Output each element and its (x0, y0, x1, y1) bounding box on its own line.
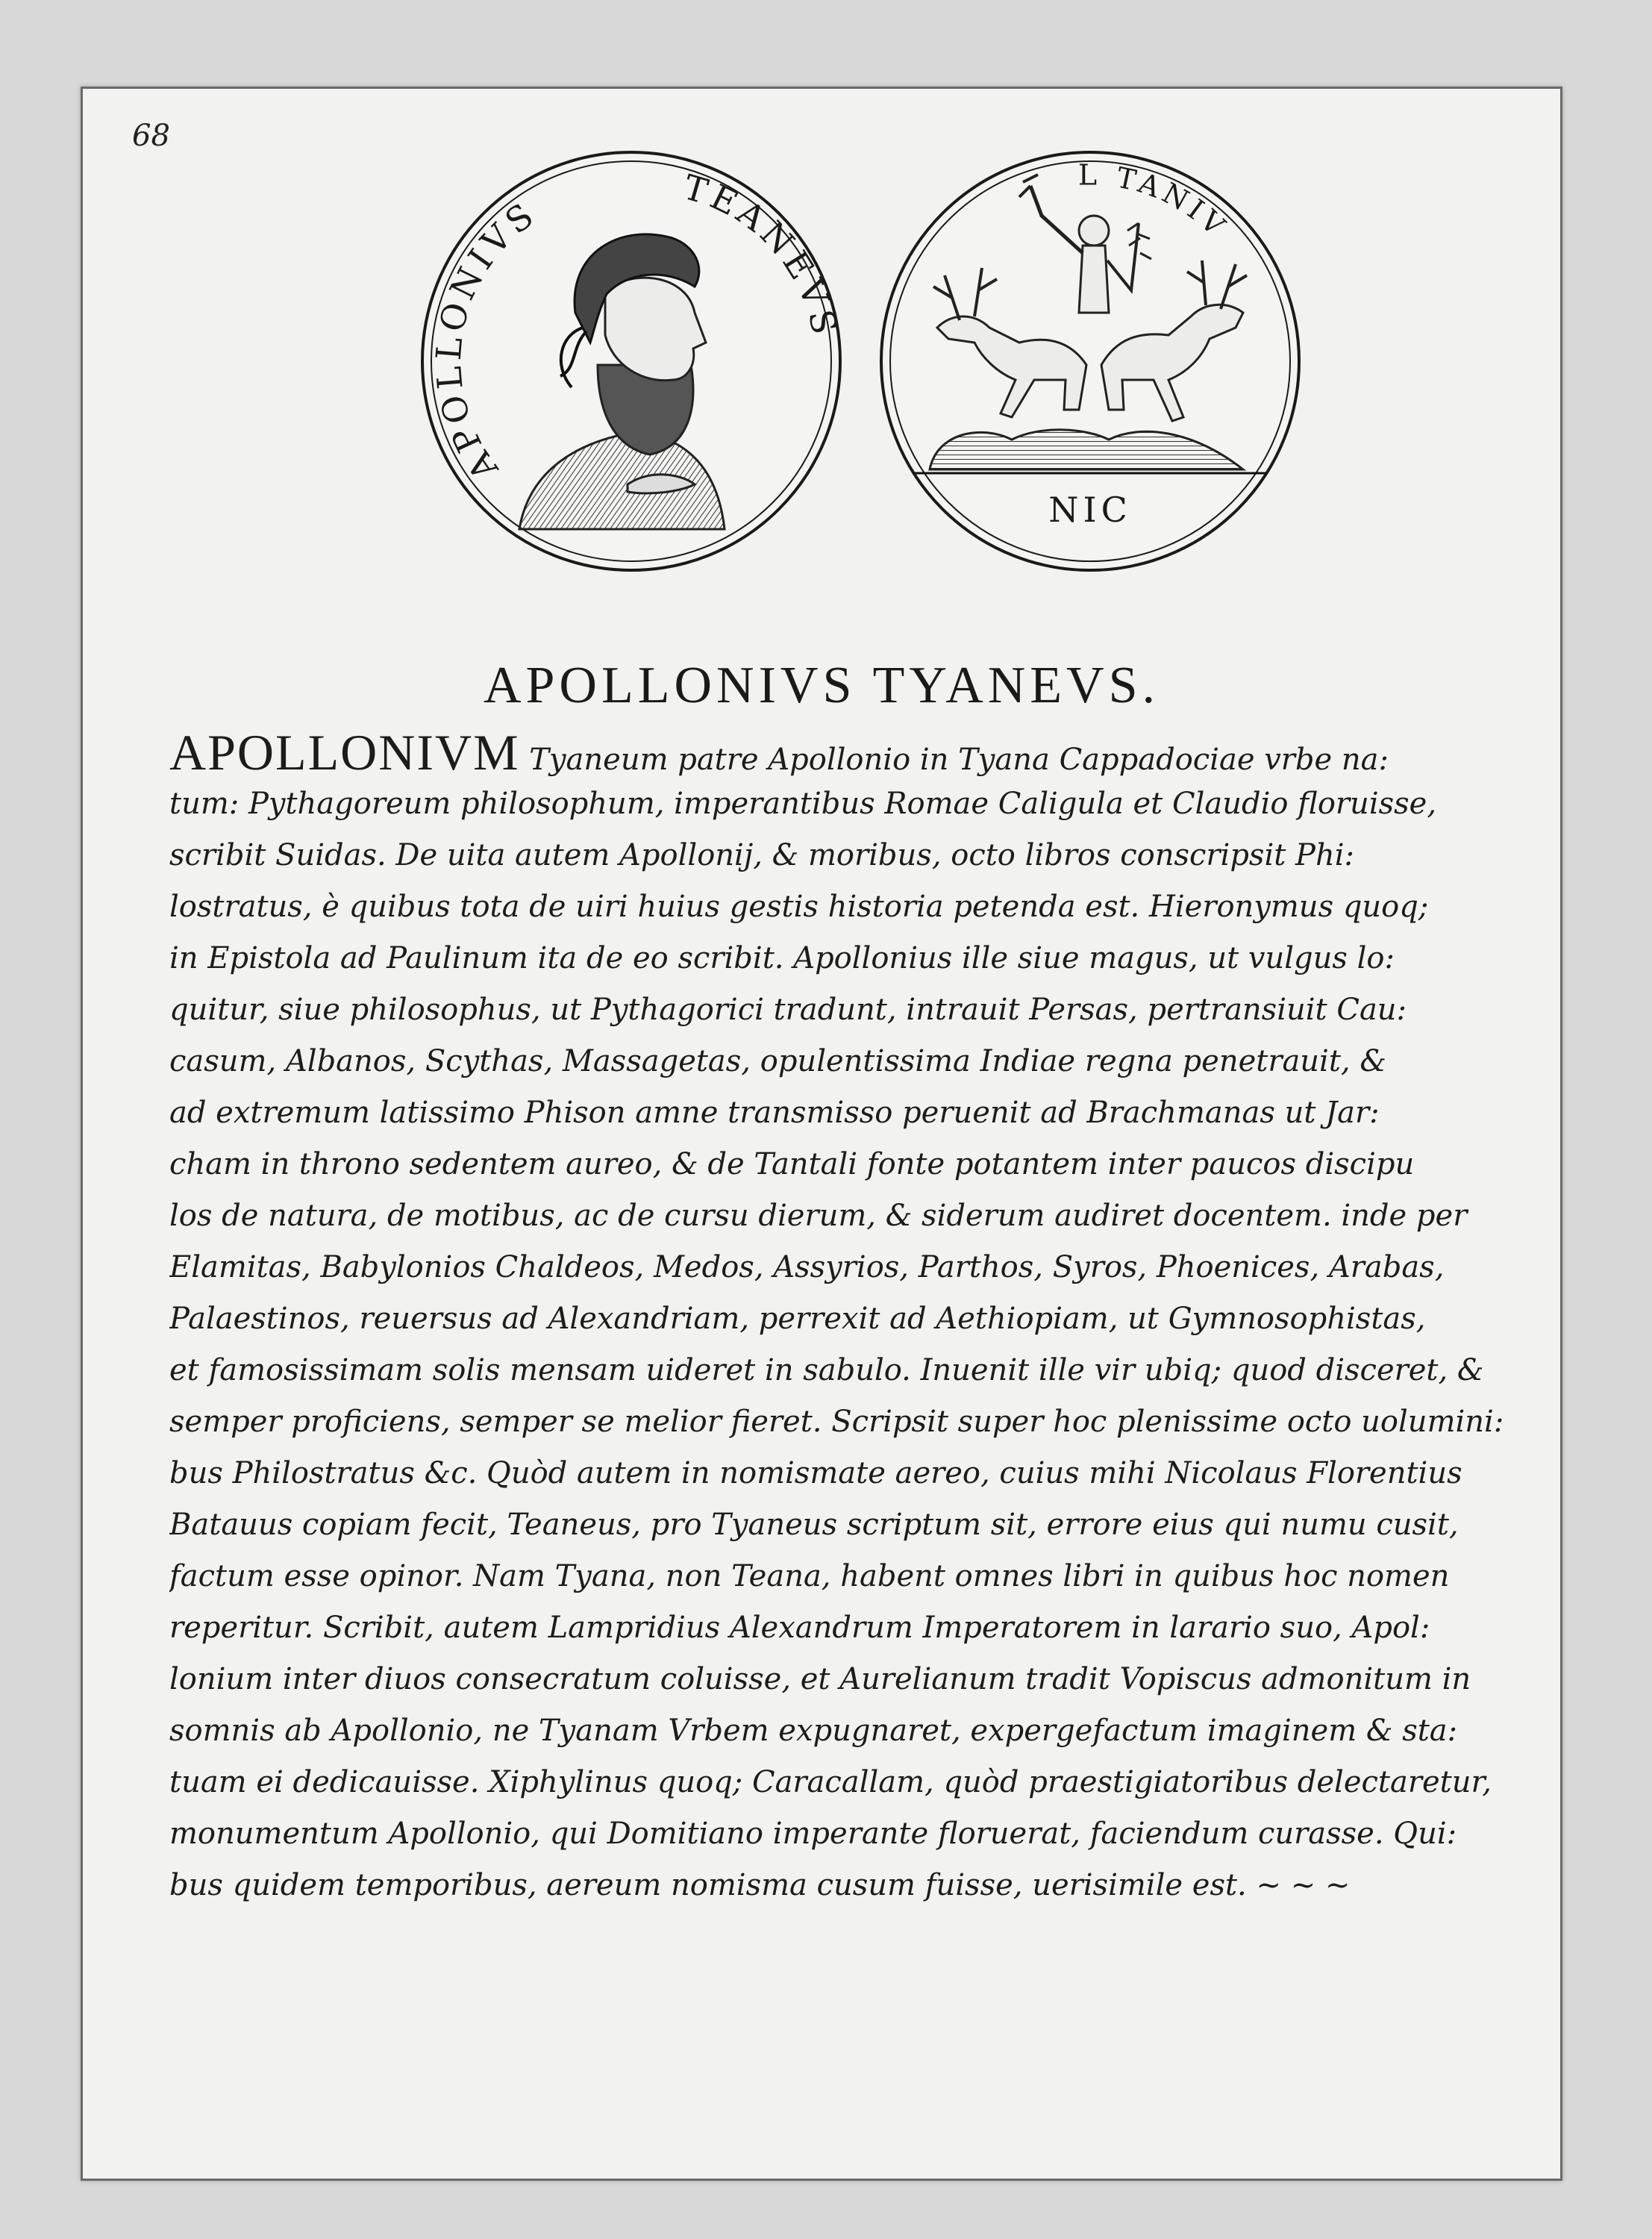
text-line-5: in Epistola ad Paulinum ita de eo scribit. Apollonius ille siue magus, ut vulgus lo: (169, 941, 1395, 975)
text-line-8: ad extremum latissimo Phison amne transmisso peruenit ad Brachmanas ut Jar: (169, 1096, 1380, 1130)
text-line-3: scribit Suidas. De uita autem Apollonij, & moribus, octo libros conscripsit Phi: (169, 838, 1354, 872)
text-line-9: cham in throno sedentem aureo, & de Tantali fonte potantem inter paucos discipu (169, 1147, 1415, 1181)
text-line-22: monumentum Apollonio, qui Domitiano imperante floruerat, faciendum curasse. Qui: (169, 1817, 1457, 1851)
medal-reverse-coin (870, 141, 1310, 581)
text-line-15: bus Philostratus &c. Quòd autem in nomismate aereo, cuius mihi Nicolaus Florentius (169, 1456, 1462, 1490)
text-line-20: somnis ab Apollonio, ne Tyanam Vrbem expugnaret, expergefactum imaginem & sta: (169, 1714, 1458, 1748)
text-line-11: Elamitas, Babylonios Chaldeos, Medos, Assyrios, Parthos, Syros, Phoenices, Arabas, (169, 1250, 1445, 1284)
page-title: APOLLONIVS TYANEVS. (483, 657, 1160, 714)
figure-head (1079, 216, 1109, 246)
text-line-19: lonium inter diuos consecratum coluisse, et Aurelianum tradit Vopiscus admonitum in (169, 1662, 1471, 1696)
medal-legend-left: APOLLONIVS (428, 193, 545, 488)
text-line-18: reperitur. Scribit, autem Lampridius Alexandrum Imperatorem in larario suo, Apol: (169, 1611, 1430, 1645)
text-line-2: tum: Pythagoreum philosophum, imperantibus Romae Caligula et Claudio floruisse, (169, 787, 1437, 821)
text-line-17: factum esse opinor. Nam Tyana, non Teana, habent omnes libri in quibus hoc nomen (169, 1559, 1450, 1593)
text-line-13: et famosissimam solis mensam uideret in sabulo. Inuenit ille vir ubiq; quod disceret, & (169, 1353, 1484, 1387)
text-line-21: tuam ei dedicauisse. Xiphylinus quoq; Caracallam, quòd praestigiatoribus delectaretur, (169, 1765, 1492, 1799)
medal-obverse-coin (411, 141, 851, 581)
medal-obverse-engraving (411, 141, 851, 581)
medal-exergue: NIC (1048, 490, 1132, 530)
lead-word: APOLLONIVM (169, 727, 520, 778)
text-line-4: lostratus, è quibus tota de uiri huius gestis historia petenda est. Hieronymus quoq; (169, 890, 1429, 924)
medal-reverse-engraving (870, 141, 1310, 581)
figure-torso (1079, 246, 1109, 313)
text-line-7: casum, Albanos, Scythas, Massagetas, opulentissima Indiae regna penetrauit, & (169, 1044, 1386, 1078)
medal-legend-right: TEANEVS (679, 166, 846, 343)
text-line-6: quitur, siue philosophus, ut Pythagorici tradunt, intrauit Persas, pertransiuit Cau: (169, 993, 1407, 1027)
text-line-23: bus quidem temporibus, aereum nomisma cusum fuisse, uerisimile est. ~ ~ ~ (169, 1868, 1351, 1902)
text-line-14: semper proficiens, semper se melior fieret. Scripsit super hoc plenissime octo uolumini: (169, 1405, 1504, 1439)
engraved-page (81, 87, 1562, 2181)
page-number: 68 (132, 119, 170, 153)
text-line-10: los de natura, de motibus, ac de cursu dierum, & siderum audiret docentem. inde per (169, 1199, 1468, 1233)
text-line-1: APOLLONIVM Tyaneum patre Apollonio in Tyana Cappadociae vrbe na: (169, 727, 1505, 778)
text-line-16: Batauus copiam fecit, Teaneus, pro Tyaneus scriptum sit, errore eius qui numu cusit, (169, 1508, 1459, 1542)
text-line-12: Palaestinos, reuersus ad Alexandriam, perrexit ad Aethiopiam, ut Gymnosophistas, (169, 1302, 1426, 1336)
body-text (169, 727, 1505, 1911)
medal-legend-top: L TANIV (1077, 158, 1235, 246)
